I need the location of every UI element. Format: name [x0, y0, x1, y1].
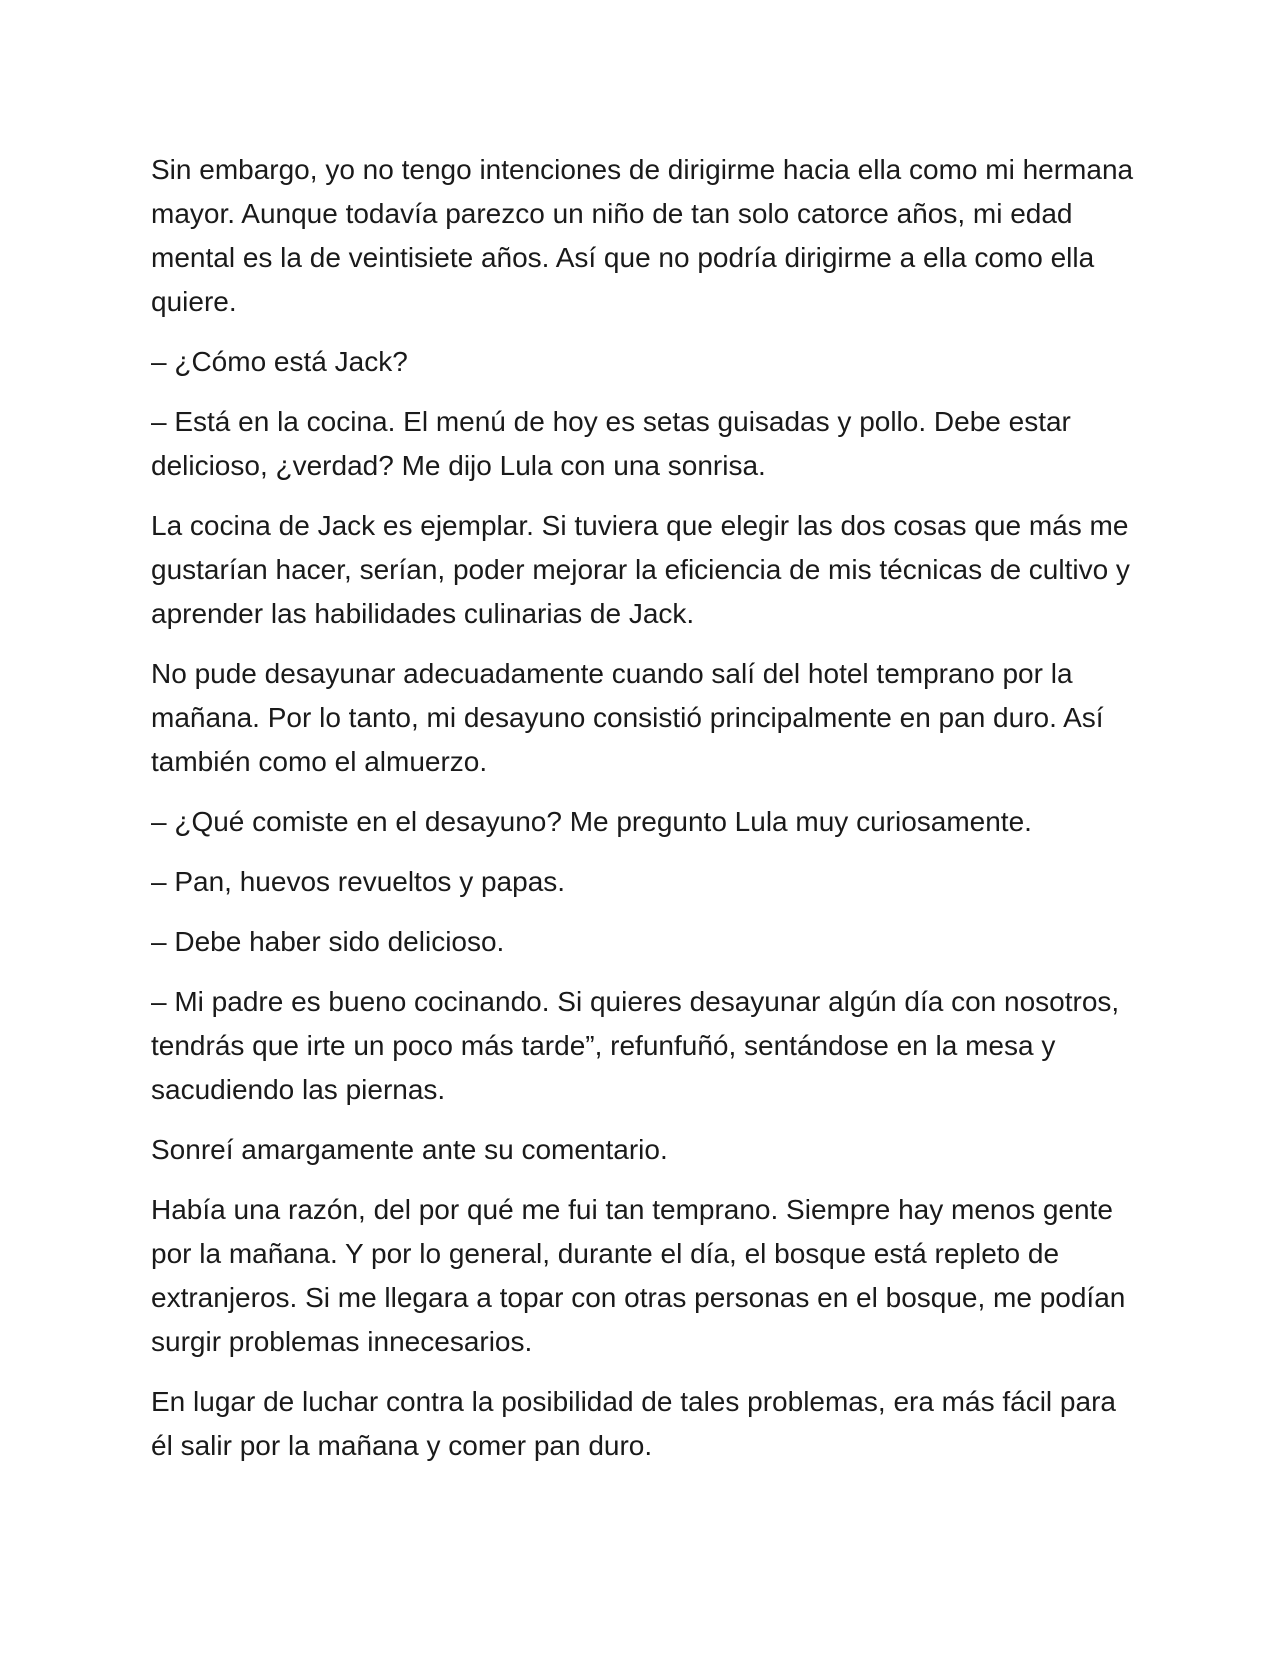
paragraph: No pude desayunar adecuadamente cuando salí del hotel temprano por la mañana. Por lo tanto, mi desayuno consistió principalmente en pan duro. Así también como el almuerzo. — [151, 658, 1104, 777]
dialogue-line: – ¿Qué comiste en el desayuno? Me pregunto Lula muy curiosamente. — [151, 806, 1032, 837]
document-page — [151, 148, 1141, 1484]
dialogue-line: – ¿Cómo está Jack? — [151, 346, 408, 377]
paragraph: Había una razón, del por qué me fui tan temprano. Siempre hay menos gente por la mañana. Y por lo general, durante el día, el bosque está repleto de extranjeros. Si me llegara a topar con otras personas en el bosque, me podían surgir problemas innecesarios. — [151, 1194, 1126, 1357]
dialogue-line: – Está en la cocina. El menú de hoy es setas guisadas y pollo. Debe estar delicioso, ¿verdad? Me dijo Lula con una sonrisa. — [151, 406, 1071, 481]
paragraph: Sonreí amargamente ante su comentario. — [151, 1134, 668, 1165]
paragraph: En lugar de luchar contra la posibilidad de tales problemas, era más fácil para él salir por la mañana y comer pan duro. — [151, 1386, 1116, 1461]
dialogue-line: – Pan, huevos revueltos y papas. — [151, 866, 566, 897]
paragraph: La cocina de Jack es ejemplar. Si tuviera que elegir las dos cosas que más me gustarían hacer, serían, poder mejorar la eficiencia de mis técnicas de cultivo y aprender las habilidades culinarias de Jack. — [151, 510, 1130, 629]
dialogue-line: – Debe haber sido delicioso. — [151, 926, 505, 957]
dialogue-line: – Mi padre es bueno cocinando. Si quieres desayunar algún día con nosotros, tendrás que irte un poco más tarde”, refunfuñó, sentándose en la mesa y sacudiendo las piernas. — [151, 986, 1120, 1105]
paragraph: Sin embargo, yo no tengo intenciones de dirigirme hacia ella como mi hermana mayor. Aunque todavía parezco un niño de tan solo catorce años, mi edad mental es la de veintisiete años. Así que no podría dirigirme a ella como ella quiere. — [151, 154, 1134, 317]
